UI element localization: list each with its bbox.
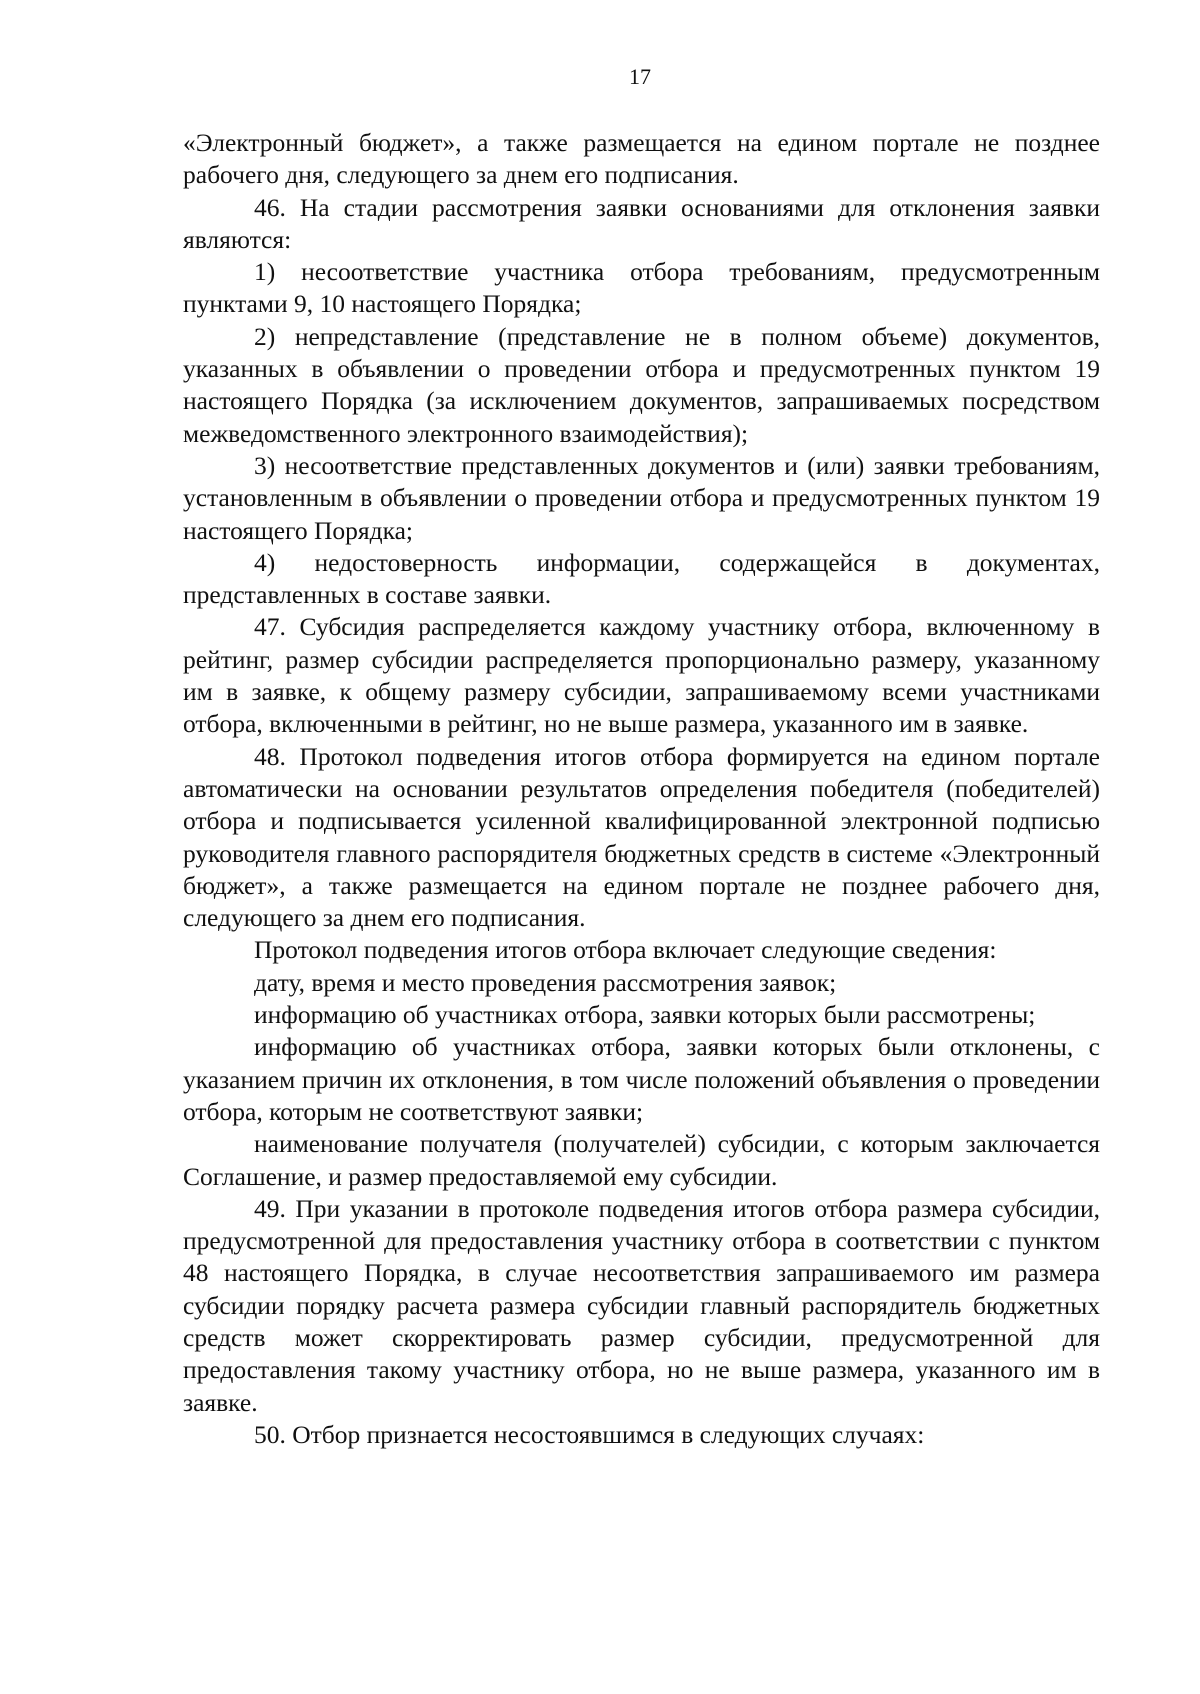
paragraph-subitem-2: 2) непредставление (представление не в полном объеме) документов, указанных в объявлении о проведении отбора и предусмотренных пунктом 19 настоящего Порядка (за исключением документов, запрашиваемых посредством межведомственного электронного взаимодействия); bbox=[183, 321, 1100, 448]
paragraph-item-48: 48. Протокол подведения итогов отбора формируется на едином портале автоматически на основании результатов определения победителя (победителей) отбора и подписывается усиленной квалифицированной электронной подписью руководителя главного распорядителя бюджетных средств в системе «Электронный бюджет», а также размещается на едином портале не позднее рабочего дня, следующего за днем его подписания. bbox=[183, 741, 1100, 933]
paragraph-subitem-1: 1) несоответствие участника отбора требованиям, предусмотренным пунктами 9, 10 настоящего Порядка; bbox=[183, 257, 1100, 319]
paragraph-item-49: 49. При указании в протоколе подведения итогов отбора размера субсидии, предусмотренной для предоставления участнику отбора в соответствии с пунктом 48 настоящего Порядка, в случае несоответствия запрашиваемого им размера субсидии порядку расчета размера субсидии главный распорядитель бюджетных средств может скорректировать размер субсидии, предусмотренной для предоставления такому участнику отбора, но не выше размера, указанного им в заявке. bbox=[183, 1193, 1100, 1417]
paragraph-protocol-rejected: информацию об участниках отбора, заявки которых были отклонены, с указанием причин их отклонения, в том числе положений объявления о проведении отбора, которым не соответствуют заявки; bbox=[183, 1032, 1100, 1126]
paragraph-item-46: 46. На стадии рассмотрения заявки основаниями для отклонения заявки являются: bbox=[183, 192, 1100, 254]
paragraph-protocol-intro: Протокол подведения итогов отбора включает следующие сведения: bbox=[254, 935, 997, 965]
paragraph-continuation: «Электронный бюджет», а также размещается на едином портале не позднее рабочего дня, следующего за днем его подписания. bbox=[183, 128, 1100, 190]
document-body bbox=[183, 127, 1100, 1451]
paragraph-protocol-reviewed: информацию об участниках отбора, заявки которых были рассмотрены; bbox=[254, 1000, 1036, 1030]
paragraph-protocol-recipient: наименование получателя (получателей) субсидии, с которым заключается Соглашение, и размер предоставляемой ему субсидии. bbox=[183, 1129, 1100, 1191]
paragraph-item-50: 50. Отбор признается несостоявшимся в следующих случаях: bbox=[254, 1419, 925, 1449]
paragraph-protocol-date: дату, время и место проведения рассмотрения заявок; bbox=[254, 967, 837, 997]
paragraph-subitem-3: 3) несоответствие представленных документов и (или) заявки требованиям, установленным в объявлении о проведении отбора и предусмотренных пунктом 19 настоящего Порядка; bbox=[183, 450, 1100, 545]
paragraph-item-47: 47. Субсидия распределяется каждому участнику отбора, включенному в рейтинг, размер субсидии распределяется пропорционально размеру, указанному им в заявке, к общему размеру субсидии, запрашиваемому всеми участниками отбора, включенными в рейтинг, но не выше размера, указанного им в заявке. bbox=[183, 612, 1100, 739]
paragraph-subitem-4: 4) недостоверность информации, содержащейся в документах, представленных в составе заявки. bbox=[183, 547, 1100, 610]
page-number: 17 bbox=[629, 64, 651, 89]
